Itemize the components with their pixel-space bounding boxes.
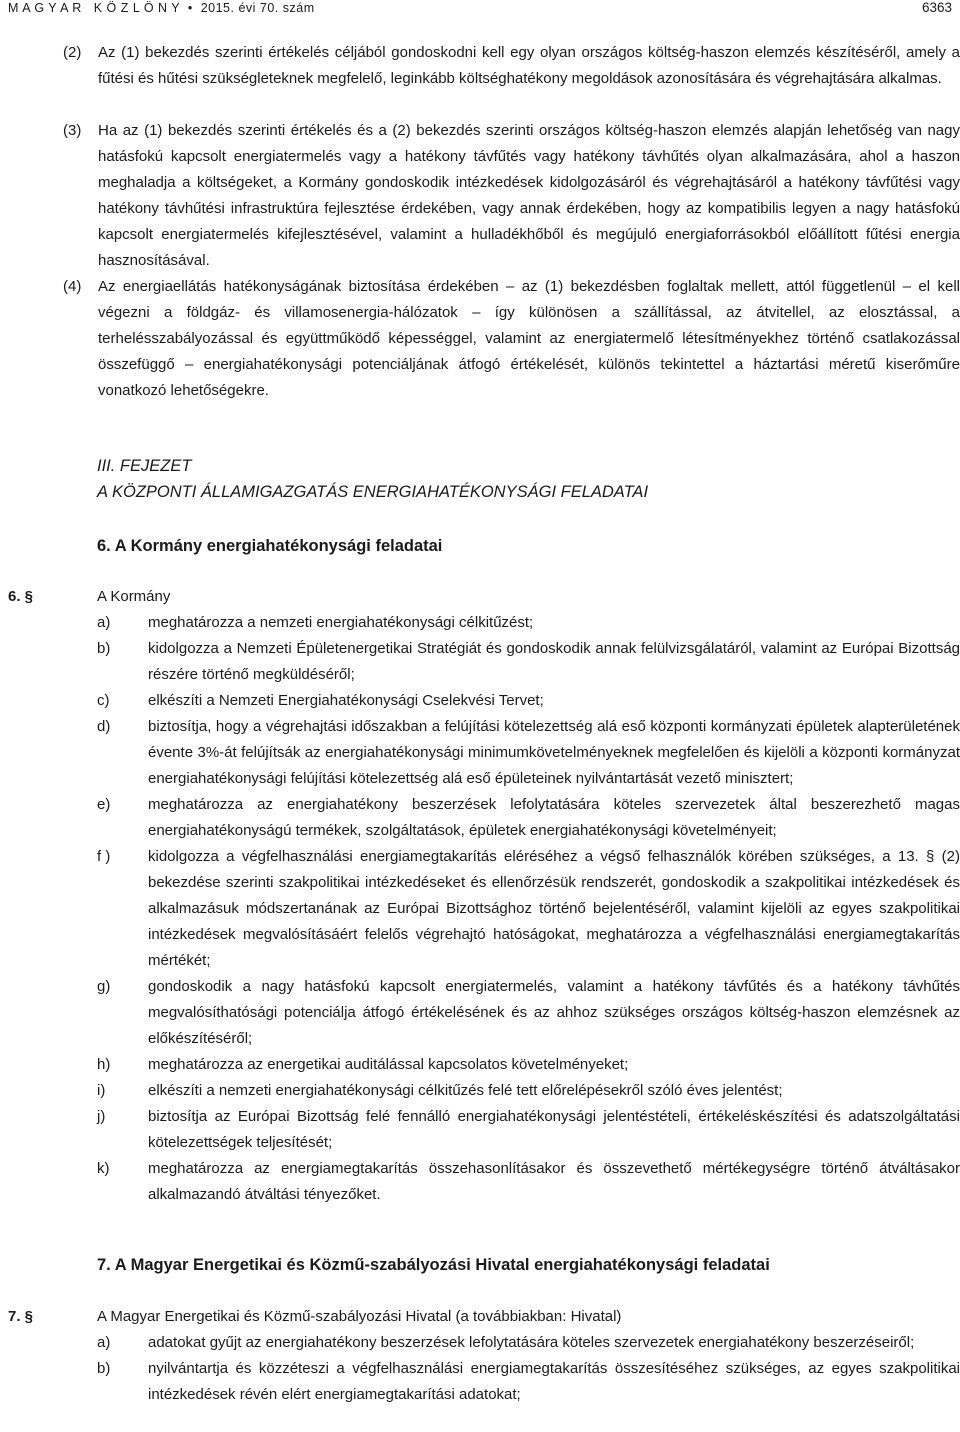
item-text: elkészíti a Nemzeti Energiahatékonysági Cselekvési Tervet; xyxy=(148,692,544,709)
item-text: meghatározza a nemzeti energiahatékonysági célkitűzést; xyxy=(148,614,534,631)
item-letter: k) xyxy=(97,1160,110,1177)
list-item xyxy=(97,688,960,714)
journal-issue: M A G Y A R K Ö Z L Ö N Y • 2015. évi 70. szám xyxy=(8,1,315,15)
article-7 xyxy=(8,1304,960,1408)
list-item xyxy=(97,792,960,844)
paragraph-text: Ha az (1) bekezdés szerinti értékelés és a (2) bekezdés szerinti országos költség-haszon elemzés alapján lehetőség van nagy hatásfokú kapcsolt energiatermelés vagy a hatékony távfűtés vagy hatékony távhűtés olyan alkalmazására, ahol a haszon meghaladja a költségeket, a Kormány gondoskodik intézkedések kidolgozásáról és végrehajtásáról a hatékony távfűtési vagy hatékony távhűtési infrastruktúra fejlesztése érdekében, vagy annak érdekében, hogy az kompatibilis legyen a nagy hatásfokú kapcsolt energiatermelés kifejlesztésével, valamint a hulladékhőből és megújuló energiaforrásokból előállított fűtési energia hasznosításával. xyxy=(98,122,960,269)
item-letter: d) xyxy=(97,718,111,735)
article-intro: A Kormány xyxy=(97,588,171,605)
item-letter: b) xyxy=(97,640,111,657)
list-item xyxy=(97,1078,960,1104)
item-letter: g) xyxy=(97,978,111,995)
list-item xyxy=(97,610,960,636)
item-text: kidolgozza a végfelhasználási energiamegtakarítás eléréséhez a végső felhasználók körében szükséges, a 13. § (2) bekezdése szerinti szakpolitikai intézkedéseket és ellenőrzésük rendszerét, gondoskodik a szakpolitikai intézkedések és alkalmazásuk módszertanának az Európai Bizottsághoz történő bejelentéséről, valamint kijelöli az egyes szakpolitikai intézkedések megvalósításáért felelős végrehajtó hatóságokat, meghatározza a végfelhasználási energiamegtakarítás mértékét; xyxy=(148,848,960,969)
item-text: biztosítja, hogy a végrehajtási időszakban a felújítási kötelezettség alá eső központi kormányzati épületek alapterületének évente 3%-át felújítsák az energiahatékonysági minimumkövetelményeknek megfelelően és kijelöli a központi kormányzat energiahatékonysági felújítási kötelezettség alá eső épületeinek nyilvántartását vezető minisztert; xyxy=(148,718,960,787)
journal-name: M A G Y A R K Ö Z L Ö N Y xyxy=(8,1,180,15)
item-letter: h) xyxy=(97,1056,111,1073)
item-letter: a) xyxy=(97,614,111,631)
list-item xyxy=(97,844,960,974)
item-text: meghatározza az energiamegtakarítás összehasonlításakor és összevethető mértékegységre történő átváltásakor alkalmazandó átváltási tényezőket. xyxy=(148,1160,960,1203)
item-letter: c) xyxy=(97,692,110,709)
list-item xyxy=(97,1356,960,1408)
paragraph-number: (2) xyxy=(63,44,82,61)
article-intro: A Magyar Energetikai és Közmű-szabályozási Hivatal (a továbbiakban: Hivatal) xyxy=(97,1308,622,1325)
item-text: gondoskodik a nagy hatásfokú kapcsolt energiatermelés, valamint a hatékony távfűtés és a hatékony távhűtés megvalósíthatósági potenciálja átfogó értékelésének és az ahhoz szükséges országos költség-haszon elemzésnek az előkészítéséről; xyxy=(148,978,960,1047)
article-number: 7. § xyxy=(8,1308,34,1325)
list-item xyxy=(97,1052,960,1078)
list-item xyxy=(97,974,960,1052)
issue-number: 2015. évi 70. szám xyxy=(200,1,315,15)
paragraph-text: Az energiaellátás hatékonyságának biztosítása érdekében – az (1) bekezdésben foglaltak mellett, attól függetlenül – el kell végezni a földgáz- és villamosenergia-hálózatok – így különösen a szállítással, az átvitellel, az elosztással, a terhelésszabályozással és együttműködő képességgel, valamint az energiatermelő létesítményekhez történő csatlakozással összefüggő – energiahatékonysági potenciáljának átfogó értékelését, különös tekintettel a háztartási méretű kiserőműre vonatkozó lehetőségekre. xyxy=(98,278,960,399)
article-6 xyxy=(8,584,960,1208)
item-letter: e) xyxy=(97,796,111,813)
list-item xyxy=(97,636,960,688)
page-number: 6363 xyxy=(921,0,952,15)
paragraph-number: (4) xyxy=(63,278,82,295)
item-text: kidolgozza a Nemzeti Épületenergetikai Stratégiát és gondoskodik annak felülvizsgálatáról, valamint az Európai Bizottság részére történő megküldéséről; xyxy=(148,640,960,683)
item-letter: b) xyxy=(97,1360,111,1377)
item-text: elkészíti a nemzeti energiahatékonysági célkitűzés felé tett előrelépésekről szóló éves jelentést; xyxy=(148,1082,783,1099)
item-text: adatokat gyűjt az energiahatékony beszerzések lefolytatására köteles szervezetek energiahatékony beszerzéseiről; xyxy=(148,1334,915,1351)
chapter-number: III. FEJEZET xyxy=(97,457,192,475)
paragraph-2 xyxy=(63,40,960,92)
item-text: meghatározza az energiahatékony beszerzések lefolytatására köteles szervezetek által beszerezhető magas energiahatékonyságú termékek, szolgáltatások, épületek energiahatékonysági követelményeit; xyxy=(148,796,960,839)
item-letter: i) xyxy=(97,1082,106,1099)
section-heading-7: 7. A Magyar Energetikai és Közmű-szabályozási Hivatal energiahatékonysági feladatai xyxy=(97,1256,770,1274)
item-text: nyilvántartja és közzéteszi a végfelhasználási energiamegtakarítás összesítéséhez szükséges, az egyes szakpolitikai intézkedések révén elért energiamegtakarítási adatokat; xyxy=(148,1360,960,1403)
paragraph-4 xyxy=(63,274,960,404)
paragraph-number: (3) xyxy=(63,122,82,139)
article-number: 6. § xyxy=(8,588,34,605)
item-text: biztosítja az Európai Bizottság felé fennálló energiahatékonysági jelentéstételi, értékeléskészítési és adatszolgáltatási kötelezettségek teljesítését; xyxy=(148,1108,960,1151)
list-item xyxy=(97,714,960,792)
item-letter: a) xyxy=(97,1334,111,1351)
list-item xyxy=(97,1330,960,1356)
item-letter: f ) xyxy=(97,848,111,865)
list-item xyxy=(97,1104,960,1156)
paragraph-text: Az (1) bekezdés szerinti értékelés céljából gondoskodni kell egy olyan országos költség-haszon elemzés készítéséről, amely a fűtési és hűtési szükségleteknek megfelelő, leginkább költséghatékony megoldások azonosítására és végrehajtására alkalmas. xyxy=(98,44,960,87)
paragraph-3 xyxy=(63,118,960,274)
section-heading-6: 6. A Kormány energiahatékonysági feladatai xyxy=(97,537,443,555)
page-header xyxy=(8,0,952,20)
chapter-title: A KÖZPONTI ÁLLAMIGAZGATÁS ENERGIAHATÉKONYSÁGI FELADATAI xyxy=(97,483,649,501)
list-item xyxy=(97,1156,960,1208)
item-text: meghatározza az energetikai auditálással kapcsolatos követelményeket; xyxy=(148,1056,629,1073)
item-letter: j) xyxy=(97,1108,106,1125)
